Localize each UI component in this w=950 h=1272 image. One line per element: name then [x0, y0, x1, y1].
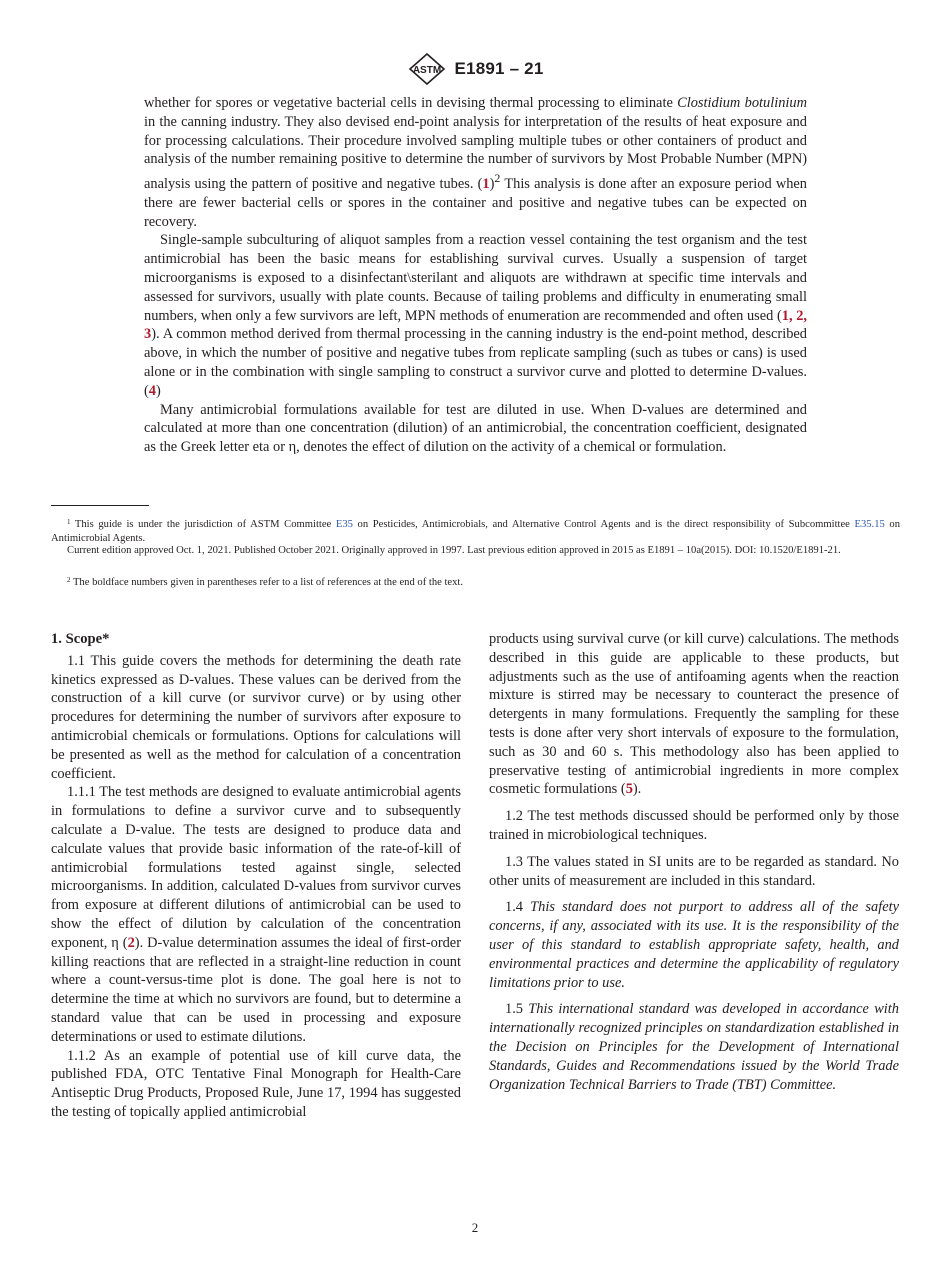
astm-logo-icon [407, 53, 447, 85]
footnote-divider [51, 505, 149, 506]
page-number: 2 [471, 1220, 479, 1235]
reference-link-2[interactable]: 2 [127, 934, 135, 951]
section-1-1: 1.1 This guide covers the methods for determining the death rate kinetics expressed as D-values. These values can be derived from the construction of a kill curve (or survivor curve) or by using other procedures for determining the number of survivors after exposure to antimicrobial chemicals or formulations. Options for calculations will be presented as well as the method for calculation of a concentration coefficient. [51, 652, 461, 782]
section-1-1-2-continued: products using survival curve (or kill curve) calculations. The methods described in this guide are applicable to these products, but adjustments such as the use of antifoaming agents when the reaction mixture is stirred may be necessary to counteract the presence of detergents in many formulations. Frequently the sampling for these tests is done after very short intervals of exposure to the formulation, such as 30 and 60 s. This methodology also has been applied to preservative testing of antimicrobial ingredients in more complex cosmetic formulations (5). [489, 631, 899, 798]
section-heading-scope: 1. Scope* [51, 631, 110, 647]
section-1-1-1: 1.1.1 The test methods are designed to evaluate antimicrobial agents in formulations to define a survivor curve and to subsequently calculate a D-value. The tests are designed to produce data and calculate values that provide basic information of the rate-of-kill of antimicrobial formulations tested against single, selected microorganisms. In addition, calculated D-values from survivor curves from exposure at different dilutions of antimicrobial can be used to show the effect of dilution by calculation of the concentration exponent, η (2). D-value determination assumes the ideal of first-order killing reactions that are reflected in a straight-line reduction in count where a count-versus-time plot is done. The goal here is not to determine the time at which no survivors are found, but to determine a standard value that can be used in processing and exposure determinations or used to estimate dilutions. [51, 784, 461, 1045]
standard-designation: E1891 – 21 [454, 59, 544, 78]
page-header [0, 52, 950, 86]
reference-link-2[interactable]: 2 [796, 307, 804, 324]
section-1-4: 1.4 This standard does not purport to address all of the safety concerns, if any, associated with its use. It is the responsibility of the user of this standard to establish appropriate safety, health, and environmental practices and determine the applicability of regulatory limitations prior to use. [489, 899, 899, 991]
intro-paragraph-1: whether for spores or vegetative bacterial cells in devising thermal processing to eliminate Clostidium botulinium in the canning industry. They also devised end-point analysis for interpretation of the results of heat exposure and for processing calculations. Their procedure involved sampling multiple tubes or other containers of product and analysis of the number remaining positive to determine the number of survivors by Most Probable Number (MPN) analysis using the pattern of positive and negative tubes. $(1)^2$ This analysis is done after an exposure period when there are fewer bacterial cells or spores in the container and positive and negative tubes can be expected on recovery. [144, 95, 807, 230]
footnote-1: $^1$ This guide is under the jurisdiction of ASTM Committee E35 on Pesticides, Antimicrobials, and Alternative Control Agents and is the direct responsibility of Subcommittee E35.15 on Antimicrobial Agents. [51, 518, 900, 544]
reference-link-1[interactable]: 1 [781, 307, 789, 324]
section-1-3: 1.3 The values stated in SI units are to be regarded as standard. No other units of measurement are included in this standard. [489, 853, 899, 889]
reference-link-4[interactable]: 4 [148, 382, 156, 399]
footnote-edition: Current edition approved Oct. 1, 2021. Published October 2021. Originally approved in 1997. Last previous edition approved in 2015 as E1891 – 10a(2015). DOI: 10.1520/E1891-21. [67, 545, 841, 556]
svg-text:ASTM: ASTM [412, 65, 441, 76]
reference-link-1[interactable]: 1 [482, 175, 490, 192]
section-1-5: 1.5 This international standard was developed in accordance with internationally recognized principles on standardization established in the Decision on Principles for the Development of International Standards, Guides and Recommendations issued by the World Trade Organization Technical Barriers to Trade (TBT) Committee. [489, 1001, 899, 1093]
right-column [489, 630, 899, 1094]
section-1-1-2: 1.1.2 As an example of potential use of kill curve data, the published FDA, OTC Tentative Final Monograph for Health-Care Antiseptic Drug Products, Proposed Rule, June 17, 1994 has suggested the testing of topically applied antimicrobial [51, 1047, 461, 1120]
subcommittee-link-e35-15[interactable]: E35.15 [854, 519, 885, 530]
reference-link-3[interactable]: 3 [144, 326, 152, 343]
intro-paragraph-2: Single-sample subculturing of aliquot samples from a reaction vessel containing the test organism and the test antimicrobial has been the basic means for establishing survival curves. Usually a suspension of target microorganisms is exposed to a disinfectant\sterilant and aliquots are withdrawn at specific time intervals and assessed for survivors, usually with plate counts. Because of tailing problems and difficulty in enumerating small numbers, when only a few survivors are left, MPN methods of enumeration are recommended and often used (1, 2, 3). A common method derived from thermal processing in the canning industry is the end-point method, described above, in which the number of positive and negative tubes from replicate sampling (such as tubes or cans) is used alone or in the combination with single sampling to construct a survivor curve and plotted to determine D-values. (4) [144, 232, 807, 399]
left-column [51, 630, 461, 1122]
committee-link-e35[interactable]: E35 [335, 519, 353, 530]
footnote-2: $^2$ The boldface numbers given in parentheses refer to a list of references at the end of the text. [67, 576, 463, 588]
footnote-marker-2[interactable]: 2 [494, 171, 501, 186]
section-1-2: 1.2 The test methods discussed should be performed only by those trained in microbiological techniques. [489, 808, 899, 843]
reference-link-5[interactable]: 5 [625, 781, 633, 798]
intro-paragraph-3: Many antimicrobial formulations available for test are diluted in use. When D-values are determined and calculated at more than one concentration (dilution) of an antimicrobial, the concentration coefficient, designated as the Greek letter eta or η, denotes the effect of dilution on the activity of a chemical or formulation. [144, 401, 807, 456]
intro-text [144, 94, 807, 457]
